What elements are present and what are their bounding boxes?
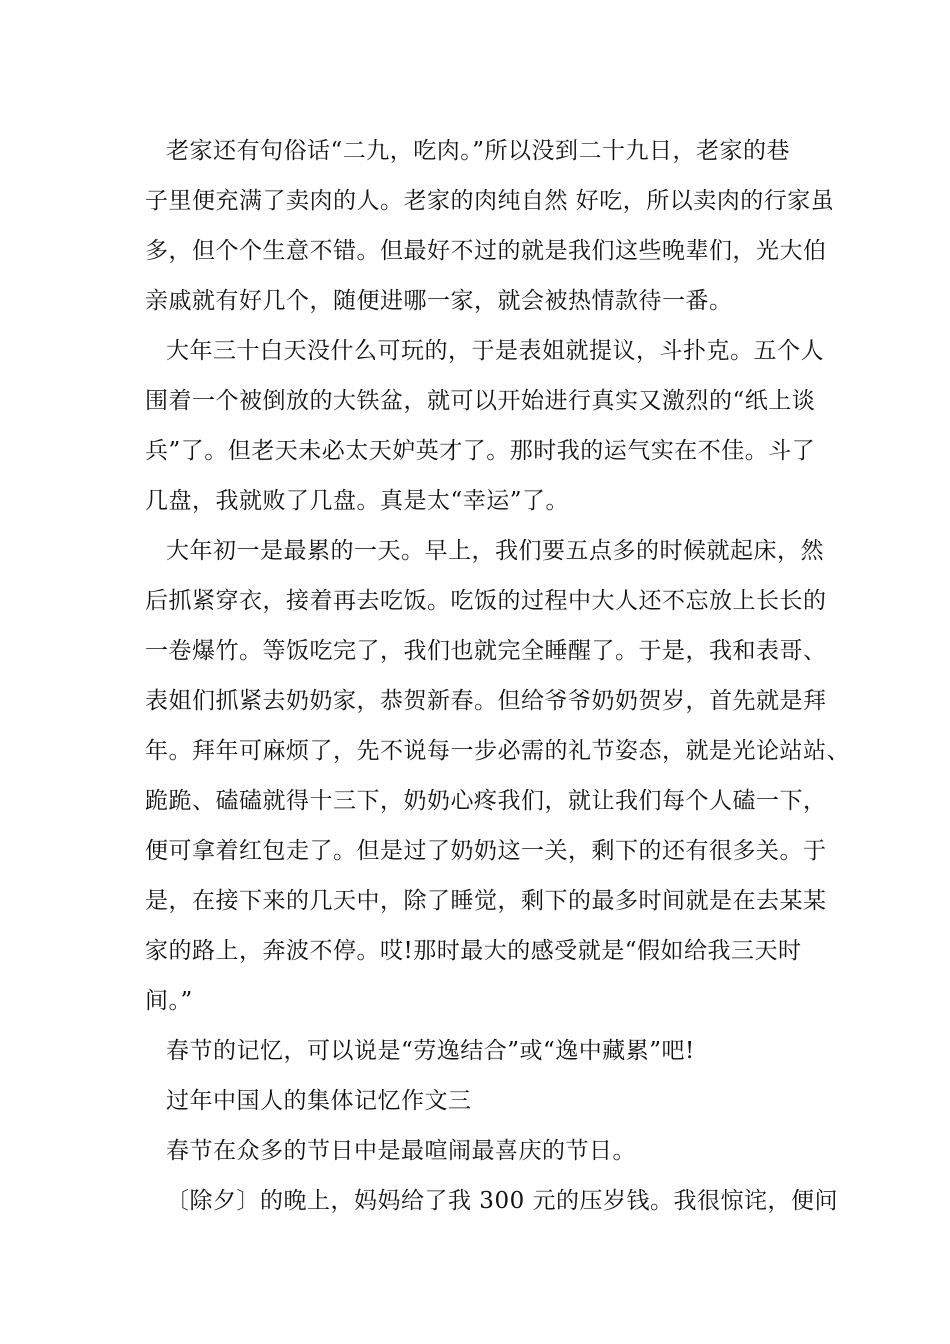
paragraph-3-line-10: 间。” [145,988,193,1014]
paragraph-3-line-2: 后抓紧穿衣，接着再去吃饭。吃饭的过程中大人还不忘放上长长的 [145,588,827,614]
paragraph-3-line-7: 便可拿着红包走了。但是过了奶奶这一关，剩下的还有很多关。于 [145,838,827,864]
paragraph-2-line-3: 兵”了。但老天未必太天妒英才了。那时我的运气实在不佳。斗了 [145,438,816,464]
paragraph-3-line-6: 跪跪、磕磕就得十三下，奶奶心疼我们，就让我们每个人磕一下， [145,788,827,814]
paragraph-5-line-1: 春节在众多的节日中是最喧闹最喜庆的节日。 [166,1138,636,1164]
paragraph-3-line-5: 年。拜年可麻烦了，先不说每一步必需的礼节姿态，就是光论站站、 [145,738,850,764]
paragraph-2-line-4: 几盘，我就败了几盘。真是太“幸运”了。 [145,488,570,514]
paragraph-3-line-8: 是，在接下来的几天中，除了睡觉，剩下的最多时间就是在去某某 [145,888,827,914]
paragraph-2-line-1: 大年三十白天没什么可玩的，于是表姐就提议，斗扑克。五个人 [166,338,824,364]
paragraph-3-line-4: 表姐们抓紧去奶奶家，恭贺新春。但给爷爷奶奶贺岁，首先就是拜 [145,688,827,714]
section-heading: 过年中国人的集体记忆作文三 [166,1088,472,1114]
paragraph-6-line-1: 〔除夕〕的晚上，妈妈给了我 300 元的压岁钱。我很惊诧，便问 [166,1188,839,1214]
paragraph-3-line-1: 大年初一是最累的一天。早上，我们要五点多的时候就起床，然 [166,538,824,564]
paragraph-3-line-9: 家的路上，奔波不停。哎!那时最大的感受就是“假如给我三天时 [145,938,802,964]
paragraph-1-line-2: 子里便充满了卖肉的人。老家的肉纯自然 好吃，所以卖肉的行家虽 [145,188,835,214]
paragraph-2-line-2: 围着一个被倒放的大铁盆，就可以开始进行真实又激烈的“纸上谈 [145,388,816,414]
paragraph-1-line-1: 老家还有句俗话“二九，吃肉。”所以没到二十九日，老家的巷 [166,138,791,164]
paragraph-1-line-4: 亲戚就有好几个，随便进哪一家，就会被热情款待一番。 [145,288,733,314]
paragraph-1-line-3: 多，但个个生意不错。但最好不过的就是我们这些晚辈们，光大伯 [145,238,827,264]
paragraph-4-line-1: 春节的记忆，可以说是“劳逸结合”或“逸中藏累”吧! [166,1038,695,1064]
paragraph-3-line-3: 一卷爆竹。等饭吃完了，我们也就完全睡醒了。于是，我和表哥、 [145,638,827,664]
